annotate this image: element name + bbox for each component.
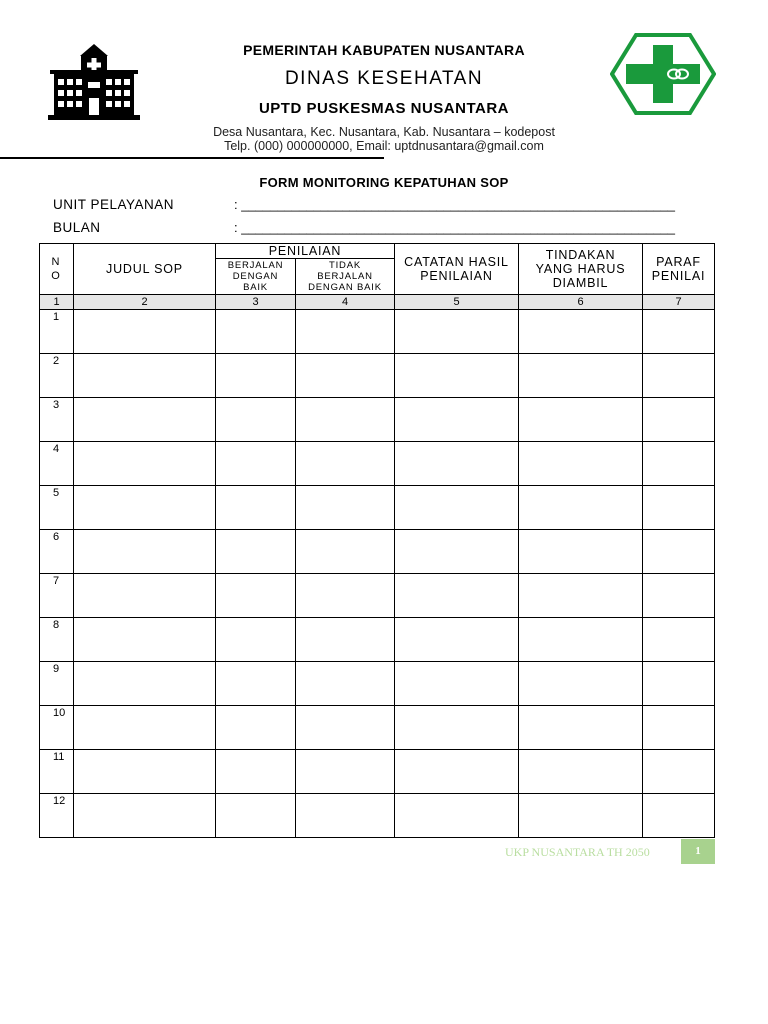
table-cell[interactable] [216, 750, 296, 794]
field-label-unit-pelayanan: UNIT PELAYANAN [53, 197, 175, 212]
table-cell[interactable] [216, 530, 296, 574]
table-cell[interactable] [296, 662, 395, 706]
table-cell[interactable] [216, 442, 296, 486]
table-cell[interactable] [216, 310, 296, 354]
table-cell[interactable] [296, 530, 395, 574]
column-number: 7 [643, 295, 715, 310]
table-cell[interactable] [519, 574, 643, 618]
table-cell[interactable] [74, 310, 216, 354]
table-cell[interactable] [74, 574, 216, 618]
table-cell[interactable] [296, 310, 395, 354]
table-cell[interactable] [519, 398, 643, 442]
table-cell[interactable] [74, 618, 216, 662]
table-cell[interactable] [643, 750, 715, 794]
row-number: 9 [40, 662, 74, 706]
table-row [40, 574, 715, 618]
table-cell[interactable] [395, 486, 519, 530]
table-cell[interactable] [395, 706, 519, 750]
row-number: 5 [40, 486, 74, 530]
table-cell[interactable] [74, 442, 216, 486]
column-number: 6 [519, 295, 643, 310]
header-paraf: PARAF PENILAI [643, 244, 715, 295]
table-cell[interactable] [395, 398, 519, 442]
table-cell[interactable] [395, 310, 519, 354]
table-cell[interactable] [395, 530, 519, 574]
table-cell[interactable] [216, 354, 296, 398]
table-row [40, 618, 715, 662]
table-row [40, 442, 715, 486]
table-cell[interactable] [395, 750, 519, 794]
row-number: 2 [40, 354, 74, 398]
form-title: FORM MONITORING KEPATUHAN SOP [259, 175, 509, 190]
header-judul-sop: JUDUL SOP [74, 244, 216, 295]
table-cell[interactable] [643, 354, 715, 398]
table-cell[interactable] [519, 662, 643, 706]
row-number: 6 [40, 530, 74, 574]
table-cell[interactable] [216, 574, 296, 618]
row-number: 8 [40, 618, 74, 662]
row-number: 10 [40, 706, 74, 750]
table-cell[interactable] [395, 574, 519, 618]
page-number: 1 [681, 839, 715, 864]
table-row [40, 398, 715, 442]
department-heading: DINAS KESEHATAN [284, 68, 484, 89]
table-cell[interactable] [216, 794, 296, 838]
table-cell[interactable] [519, 530, 643, 574]
table-cell[interactable] [216, 618, 296, 662]
field-value-unit-pelayanan[interactable]: : ____________________________________________________________ [234, 197, 676, 212]
table-cell[interactable] [643, 486, 715, 530]
footer-text: UKP NUSANTARA TH 2050 [505, 845, 650, 859]
table-cell[interactable] [296, 398, 395, 442]
table-cell[interactable] [296, 618, 395, 662]
header-tidak-berjalan: TIDAK BERJALAN DENGAN BAIK [296, 259, 395, 295]
table-cell[interactable] [296, 354, 395, 398]
table-cell[interactable] [74, 530, 216, 574]
table-cell[interactable] [519, 442, 643, 486]
table-cell[interactable] [296, 486, 395, 530]
table-row [40, 750, 715, 794]
table-cell[interactable] [74, 354, 216, 398]
table-row [40, 310, 715, 354]
row-number: 3 [40, 398, 74, 442]
table-cell[interactable] [216, 662, 296, 706]
unit-heading: UPTD PUSKESMAS NUSANTARA [258, 100, 510, 117]
table-cell[interactable] [643, 310, 715, 354]
table-cell[interactable] [519, 794, 643, 838]
table-cell[interactable] [643, 398, 715, 442]
table-cell[interactable] [74, 662, 216, 706]
government-heading: PEMERINTAH KABUPATEN NUSANTARA [243, 42, 525, 58]
monitoring-table [39, 243, 715, 838]
table-cell[interactable] [296, 574, 395, 618]
table-cell[interactable] [643, 618, 715, 662]
table-cell[interactable] [74, 398, 216, 442]
table-cell[interactable] [395, 354, 519, 398]
table-row [40, 530, 715, 574]
table-cell[interactable] [216, 486, 296, 530]
table-cell[interactable] [519, 354, 643, 398]
table-cell[interactable] [74, 486, 216, 530]
table-cell[interactable] [519, 706, 643, 750]
row-number: 4 [40, 442, 74, 486]
table-cell[interactable] [296, 706, 395, 750]
row-number: 7 [40, 574, 74, 618]
table-row [40, 354, 715, 398]
table-cell[interactable] [74, 794, 216, 838]
column-number: 2 [74, 295, 216, 310]
address-line: Desa Nusantara, Kec. Nusantara, Kab. Nusantara – kodepost [213, 125, 555, 139]
table-cell[interactable] [296, 794, 395, 838]
table-cell[interactable] [519, 310, 643, 354]
table-cell[interactable] [643, 530, 715, 574]
table-row [40, 706, 715, 750]
table-cell[interactable] [519, 750, 643, 794]
row-number: 11 [40, 750, 74, 794]
table-cell[interactable] [296, 442, 395, 486]
table-cell[interactable] [296, 750, 395, 794]
table-row [40, 662, 715, 706]
table-cell[interactable] [74, 750, 216, 794]
column-number: 3 [216, 295, 296, 310]
contact-line: Telp. (000) 000000000, Email: uptdnusantara@gmail.com [224, 139, 544, 153]
header-divider [0, 157, 384, 159]
column-number: 4 [296, 295, 395, 310]
table-cell[interactable] [74, 706, 216, 750]
table-cell[interactable] [519, 618, 643, 662]
table-cell[interactable] [395, 794, 519, 838]
table-cell[interactable] [643, 442, 715, 486]
header-berjalan-baik: BERJALAN DENGAN BAIK [216, 259, 296, 295]
table-cell[interactable] [643, 574, 715, 618]
table-cell[interactable] [643, 662, 715, 706]
field-label-bulan: BULAN [53, 220, 101, 235]
header-penilaian: PENILAIAN [216, 244, 395, 259]
field-value-bulan[interactable]: : ____________________________________________________________ [234, 220, 676, 235]
table-cell[interactable] [643, 706, 715, 750]
table-row [40, 486, 715, 530]
row-number: 12 [40, 794, 74, 838]
table-cell[interactable] [643, 794, 715, 838]
table-cell[interactable] [519, 486, 643, 530]
table-cell[interactable] [216, 398, 296, 442]
column-number: 5 [395, 295, 519, 310]
column-number-row [40, 295, 715, 310]
table-cell[interactable] [216, 706, 296, 750]
table-row [40, 794, 715, 838]
header-catatan: CATATAN HASIL PENILAIAN [395, 244, 519, 295]
header-tindakan: TINDAKAN YANG HARUS DIAMBIL [519, 244, 643, 295]
table-cell[interactable] [395, 618, 519, 662]
table-cell[interactable] [395, 662, 519, 706]
table-cell[interactable] [395, 442, 519, 486]
column-number: 1 [40, 295, 74, 310]
row-number: 1 [40, 310, 74, 354]
header-no: N O [40, 244, 74, 295]
